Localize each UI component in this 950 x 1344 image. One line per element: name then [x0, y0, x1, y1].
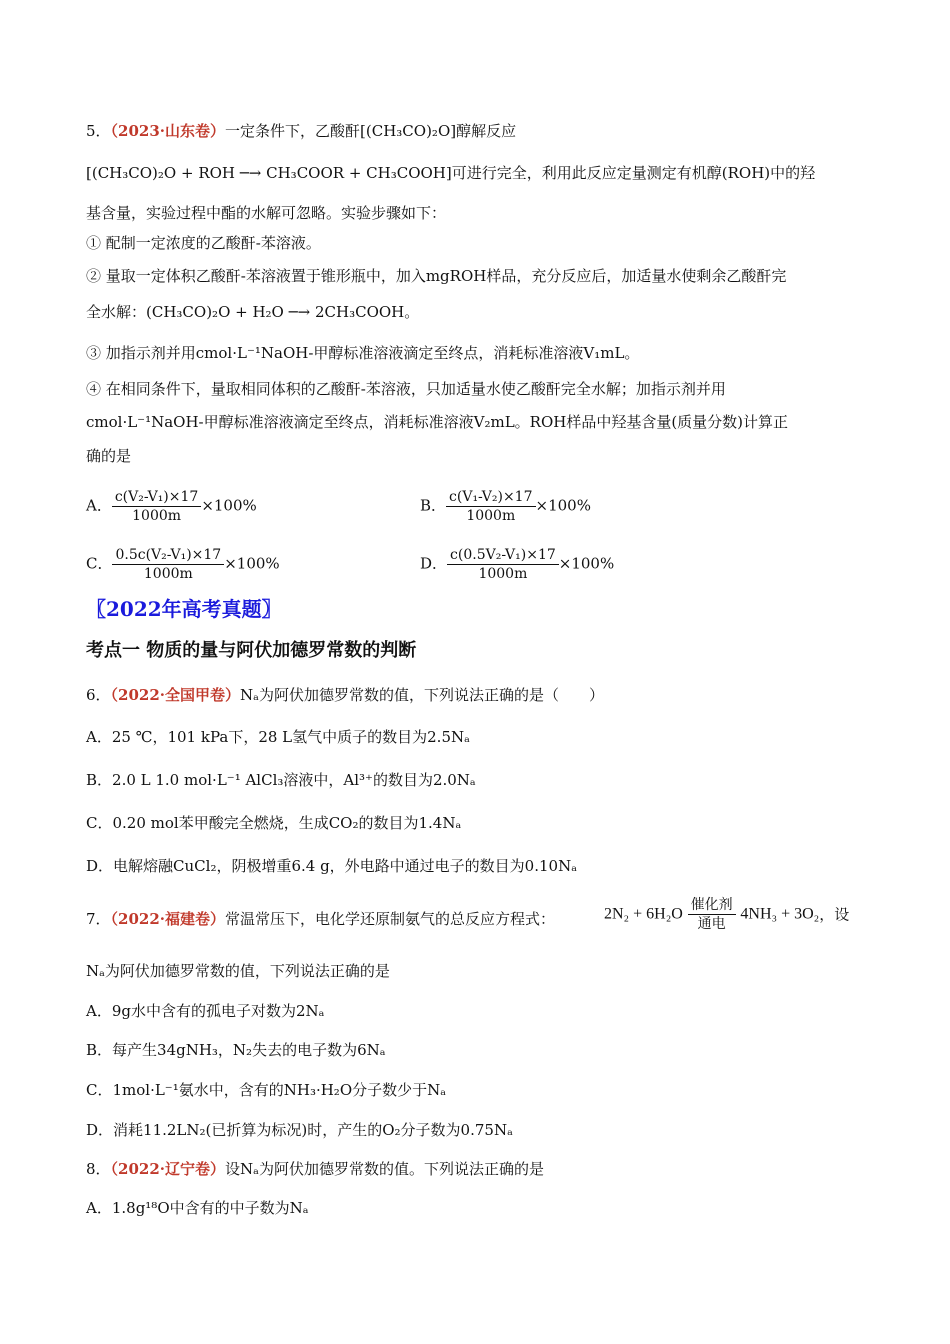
q5-option-c-denominator: 1000m	[143, 566, 193, 582]
q5-option-a-numerator: c(V₂-V₁)×17	[112, 488, 201, 507]
q5-option-a[interactable]	[86, 488, 257, 525]
q5-stem-text2: [(CH₃CO)₂O + ROH ─→ CH₃COOR + CH₃COOH]可进行完全，利用此反应定量测定有机醇(ROH)中的羟	[86, 164, 816, 182]
q5-step2-text1: ② 量取一定体积乙酸酐-苯溶液置于锥形瓶中，加入mgROH样品，充分反应后，加适量水使剩余乙酸酐完	[86, 267, 787, 285]
q5-stem-text1: 一定条件下，乙酸酐[(CH₃CO)₂O]醇解反应	[225, 122, 517, 140]
q6-number: 6．	[86, 686, 111, 704]
q5-option-d-numerator: c(0.5V₂-V₁)×17	[447, 546, 559, 565]
q5-stem-line1	[86, 120, 864, 142]
q5-options-row1	[86, 478, 864, 524]
q5-stem-text3: 基含量，实验过程中酯的水解可忽略。实验步骤如下：	[86, 204, 447, 222]
q5-step4-line3	[86, 445, 864, 467]
q5-step3	[86, 342, 864, 364]
q7-option-d[interactable]: D．消耗11.2LN₂(已折算为标况)时，产生的O₂分子数为0.75Nₐ	[86, 1121, 513, 1139]
q5-option-b-label: B．	[420, 496, 447, 515]
q6-stem	[86, 684, 864, 706]
q5-option-c-fraction	[112, 546, 224, 583]
q5-step3-text: ③ 加指示剂并用cmol·L⁻¹NaOH-甲醇标准溶液滴定至终点，消耗标准溶液V₁mL。	[86, 344, 640, 362]
q5-option-a-denominator: 1000m	[132, 508, 182, 524]
q8-stem-text: 设Nₐ为阿伏加德罗常数的值。下列说法正确的是	[225, 1160, 544, 1178]
q6-option-c[interactable]: C．0.20 mol苯甲酸完全燃烧，生成CO₂的数目为1.4Nₐ	[86, 814, 462, 832]
q5-option-c-label: C．	[86, 554, 113, 573]
q5-option-d-fraction	[447, 546, 559, 583]
q7-stem-line2: Nₐ为阿伏加德罗常数的值，下列说法正确的是	[86, 962, 390, 980]
q5-option-b-denominator: 1000m	[466, 508, 516, 524]
q5-step2-line2	[86, 301, 864, 323]
q5-option-c[interactable]	[86, 546, 280, 583]
q5-option-b-numerator: c(V₁-V₂)×17	[446, 488, 535, 507]
q7-source: （2022·福建卷）	[110, 910, 226, 928]
q5-option-a-label: A．	[86, 496, 112, 515]
q7-option-c[interactable]: C．1mol·L⁻¹氨水中，含有的NH₃·H₂O分子数少于Nₐ	[86, 1081, 447, 1099]
q5-option-d[interactable]	[420, 546, 614, 583]
q5-option-a-fraction	[112, 488, 201, 525]
q5-step2-line1	[86, 265, 864, 287]
q6-source: （2022·全国甲卷）	[110, 686, 241, 704]
q7-option-a[interactable]: A．9g水中含有的孤电子对数为2Nₐ	[86, 1002, 325, 1020]
q5-option-d-label: D．	[420, 554, 448, 573]
q5-step1-text: ① 配制一定浓度的乙酸酐-苯溶液。	[86, 234, 321, 252]
q5-option-b[interactable]	[420, 488, 591, 525]
q5-step4-line1	[86, 378, 864, 400]
q7-stem	[86, 896, 864, 942]
q5-number: 5．	[86, 122, 111, 140]
q5-step2-text2: 全水解：(CH₃CO)₂O + H₂O ─→ 2CH₃COOH。	[86, 303, 420, 321]
q5-option-d-tail: ×100%	[558, 554, 615, 573]
knowledge-point-title: 考点一 物质的量与阿伏加德罗常数的判断	[86, 640, 417, 661]
q6-option-a[interactable]: A．25 ℃，101 kPa下，28 L氢气中质子的数目为2.5Nₐ	[86, 728, 470, 746]
section-title-2022: 〖2022年高考真题〗	[86, 597, 282, 621]
q7-equation	[604, 896, 849, 933]
q8-source: （2022·辽宁卷）	[110, 1160, 226, 1178]
q6-option-d[interactable]: D．电解熔融CuCl₂，阴极增重6.4 g，外电路中通过电子的数目为0.10Nₐ	[86, 857, 577, 875]
q7-option-b[interactable]: B．每产生34gNH₃，N₂失去的电子数为6Nₐ	[86, 1041, 386, 1059]
q5-step4-text1: ④ 在相同条件下，量取相同体积的乙酸酐-苯溶液，只加适量水使乙酸酐完全水解；加指示剂并用	[86, 380, 726, 398]
q5-option-c-numerator: 0.5c(V₂-V₁)×17	[112, 546, 224, 565]
q6-option-b[interactable]: B．2.0 L 1.0 mol·L⁻¹ AlCl₃溶液中，Al³⁺的数目为2.0Nₐ	[86, 771, 476, 789]
q7-eq-conditions	[688, 896, 736, 933]
q5-option-d-denominator: 1000m	[478, 566, 528, 582]
q5-step1	[86, 232, 864, 254]
q5-stem-line2	[86, 162, 864, 184]
q8-number: 8．	[86, 1160, 111, 1178]
q5-option-b-fraction	[446, 488, 535, 525]
q7-eq-left: 2N₂ + 6H₂O	[604, 905, 683, 923]
q7-stem-text-a: 常温常压下，电化学还原制氨气的总反应方程式：	[225, 910, 556, 928]
q5-option-c-tail: ×100%	[224, 554, 280, 573]
q7-eq-cond-up: 催化剂	[688, 896, 736, 915]
q5-stem-line3	[86, 202, 864, 224]
q5-option-a-tail: ×100%	[201, 496, 257, 515]
q7-number: 7．	[86, 910, 111, 928]
q5-step4-text3: 确的是	[86, 447, 132, 465]
q5-options-row2	[86, 536, 864, 582]
q7-stem-start	[86, 908, 555, 930]
q5-source: （2023·山东卷）	[110, 122, 226, 140]
q8-option-a[interactable]: A．1.8g¹⁸O中含有的中子数为Nₐ	[86, 1199, 309, 1217]
q8-stem	[86, 1158, 864, 1180]
q7-eq-right: 4NH₃ + 3O₂	[740, 905, 820, 923]
q6-stem-text: Nₐ为阿伏加德罗常数的值，下列说法正确的是（ ）	[240, 686, 604, 704]
q7-eq-cond-down: 通电	[697, 916, 726, 932]
q5-option-b-tail: ×100%	[535, 496, 591, 515]
q5-step4-line2	[86, 411, 864, 433]
q5-step4-text2: cmol·L⁻¹NaOH-甲醇标准溶液滴定至终点，消耗标准溶液V₂mL。ROH样品中羟基含量(质量分数)计算正	[86, 413, 789, 431]
q7-stem-text-b: ，设	[819, 905, 850, 924]
